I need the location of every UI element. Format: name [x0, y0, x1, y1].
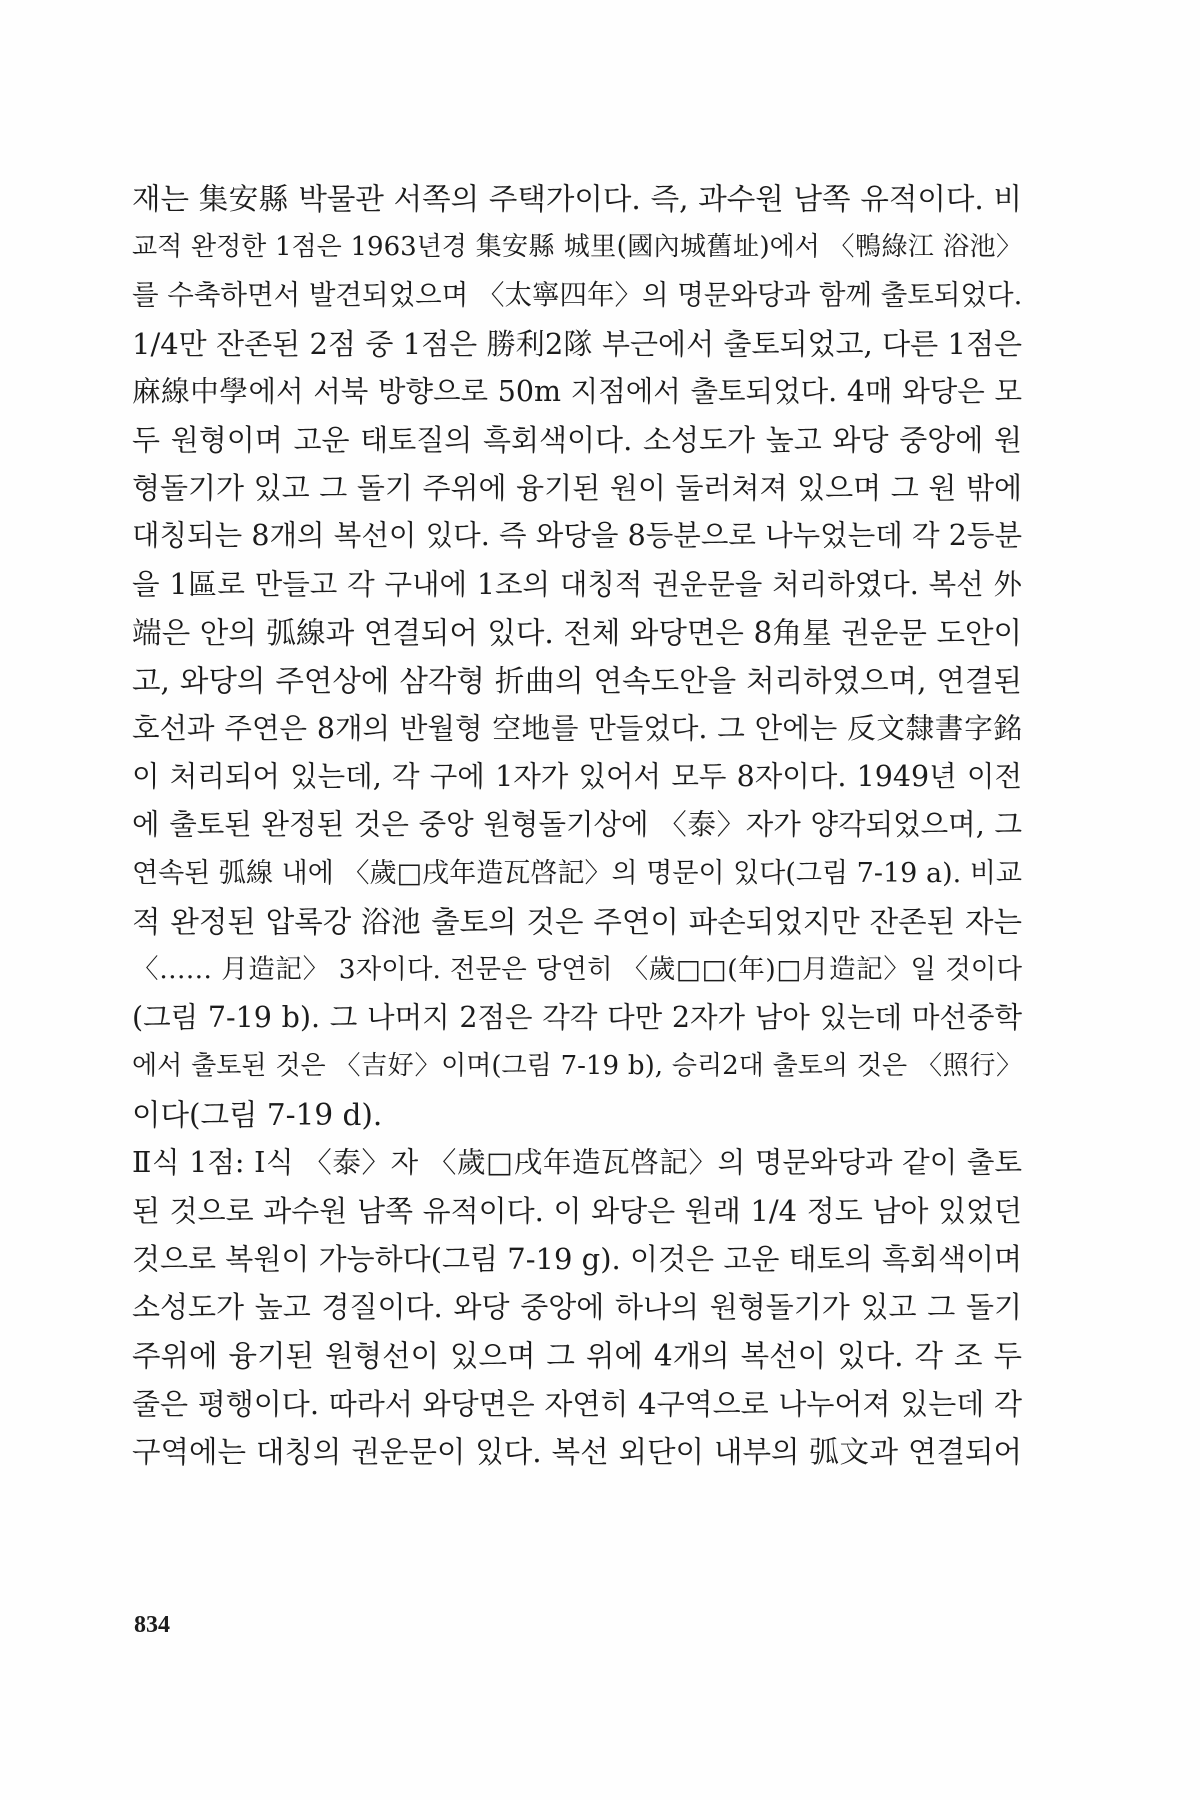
text-line: 端은 안의 弧線과 연결되어 있다. 전체 와당면은 8角星 권운문 도안이: [132, 615, 1022, 650]
text-line: 적 완정된 압록강 浴池 출토의 것은 주연이 파손되었지만 잔존된 자는: [132, 904, 1022, 939]
page-number: 834: [134, 1612, 170, 1638]
text-line: 재는 集安縣 박물관 서쪽의 주택가이다. 즉, 과수원 남쪽 유적이다. 비: [132, 182, 1022, 216]
text-line: 에서 출토된 것은 〈吉好〉이며(그림 7-19 b), 승리2대 출토의 것은 〈照行〉: [132, 1051, 1022, 1082]
text-line: 줄은 평행이다. 따라서 와당면은 자연히 4구역으로 나누어져 있는데 각: [132, 1386, 1022, 1421]
text-line: 을 1區로 만들고 각 구내에 1조의 대칭적 권운문을 처리하였다. 복선 外: [132, 567, 1022, 601]
text-line: 麻線中學에서 서북 방향으로 50m 지점에서 출토되었다. 4매 와당은 모: [132, 374, 1022, 408]
text-line: 1/4만 잔존된 2점 중 1점은 勝利2隊 부근에서 출토되었고, 다른 1점은: [132, 326, 1022, 361]
text-line: 된 것으로 과수원 남쪽 유적이다. 이 와당은 원래 1/4 정도 남아 있었던: [132, 1193, 1022, 1228]
text-line: 형돌기가 있고 그 돌기 주위에 융기된 원이 둘러쳐져 있으며 그 원 밖에: [132, 471, 1022, 506]
text-line: 를 수축하면서 발견되었으며 〈太寧四年〉의 명문와당과 함께 출토되었다.: [132, 279, 1022, 312]
text-line: (그림 7-19 b). 그 나머지 2점은 각각 다만 2자가 남아 있는데 마선중학: [132, 1001, 1022, 1035]
text-line: 에 출토된 완정된 것은 중앙 원형돌기상에 〈泰〉자가 양각되었으며, 그: [132, 808, 1022, 842]
text-line: 연속된 弧線 내에 〈歲□戌年造瓦啓記〉의 명문이 있다(그림 7-19 a). 비교: [132, 857, 1022, 889]
text-line: 것으로 복원이 가능하다(그림 7-19 g). 이것은 고운 태토의 흑회색이며: [132, 1242, 1022, 1277]
text-line: 두 원형이며 고운 태토질의 흑회색이다. 소성도가 높고 와당 중앙에 원: [132, 422, 1022, 457]
text-line: 소성도가 높고 경질이다. 와당 중앙에 하나의 원형돌기가 있고 그 돌기: [132, 1290, 1022, 1325]
text-line: 〈…… 月造記〉 3자이다. 전문은 당연히 〈歲□□(年)□月造記〉일 것이다: [132, 954, 1022, 985]
text-line: 이 처리되어 있는데, 각 구에 1자가 있어서 모두 8자이다. 1949년 이전: [132, 760, 1022, 794]
text-line: 고, 와당의 주연상에 삼각형 折曲의 연속도안을 처리하였으며, 연결된: [132, 663, 1022, 698]
text-line: 호선과 주연은 8개의 반월형 空地를 만들었다. 그 안에는 反文隸書字銘: [132, 712, 1022, 746]
body-text: [132, 175, 1022, 1476]
text-line: 주위에 융기된 원형선이 있으며 그 위에 4개의 복선이 있다. 각 조 두: [132, 1338, 1022, 1373]
text-line: 구역에는 대칭의 권운문이 있다. 복선 외단이 내부의 弧文과 연결되어: [132, 1434, 1022, 1469]
section-first-line: Ⅱ식 1점: Ⅰ식 〈泰〉자 〈歲□戌年造瓦啓記〉의 명문와당과 같이 출토: [132, 1145, 1022, 1179]
paragraph-end-line: 이다(그림 7-19 d).: [132, 1097, 383, 1132]
text-line: 교적 완정한 1점은 1963년경 集安縣 城里(國內城舊址)에서 〈鴨綠江 浴池〉: [132, 232, 1022, 263]
text-line: 대칭되는 8개의 복선이 있다. 즉 와당을 8등분으로 나누었는데 각 2등분: [132, 519, 1022, 553]
